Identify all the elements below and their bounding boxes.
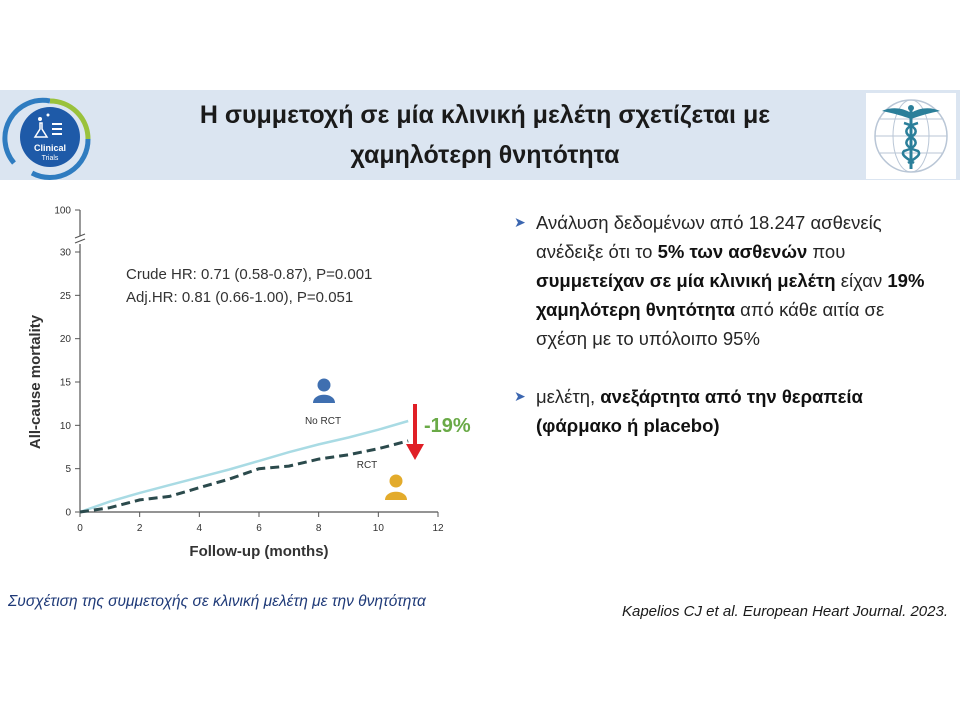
bullet-run: είχαν xyxy=(835,270,888,291)
crude-hr-annotation: Crude HR: 0.71 (0.58-0.87), P=0.001 xyxy=(126,266,373,283)
bullet-run: Ανάλυση δεδομένων από 18.247 ασθενείς ανέδειξε ότι το xyxy=(536,212,882,262)
y-tick-label: 30 xyxy=(59,247,71,259)
arrow-bullet-icon: ➤ xyxy=(514,388,526,404)
y-tick-label: 0 xyxy=(65,507,71,519)
bullet-item-1 xyxy=(514,208,934,353)
bullet-text-1 xyxy=(536,208,934,353)
y-tick-label: 20 xyxy=(59,334,71,346)
x-tick-label: 6 xyxy=(256,523,262,534)
slide-title xyxy=(110,95,860,175)
bullet-run: συμμετείχαν σε μία κλινική μελέτη xyxy=(536,270,836,291)
citation: Kapelios CJ et al. European Heart Journal. 2023. xyxy=(621,603,948,620)
y-tick-label: 100 xyxy=(54,205,71,217)
x-tick-label: 2 xyxy=(136,523,143,534)
chart-svg xyxy=(18,192,498,572)
x-tick-label: 12 xyxy=(432,523,444,534)
adj-hr-annotation: Adj.HR: 0.81 (0.66-1.00), P=0.051 xyxy=(126,289,354,306)
arrow-bullet-icon: ➤ xyxy=(514,214,526,230)
bullet-list xyxy=(514,208,934,469)
legend-label-rct: RCT xyxy=(356,460,378,471)
bullet-run: που xyxy=(807,241,846,262)
bullet-run: 19% χαμηλότερη θνητότητα xyxy=(536,270,925,320)
figure-caption: Συσχέτιση της συμμετοχής σε κλινική μελέτη με την θνητότητα xyxy=(8,593,426,610)
clinical-trials-logo xyxy=(2,93,98,181)
legend-label-no-rct: No RCT xyxy=(304,416,342,427)
reduction-label: -19% xyxy=(424,415,471,437)
x-tick-label: 8 xyxy=(315,523,322,534)
y-tick-label: 15 xyxy=(59,377,71,389)
y-tick-label: 25 xyxy=(59,290,71,302)
x-tick-label: 4 xyxy=(196,523,203,534)
y-tick-label: 10 xyxy=(59,420,71,432)
bullet-run: από κάθε αιτία σε σχέση με το υπόλοιπο 95% xyxy=(536,299,885,349)
logo-text-trials: Trials xyxy=(41,155,59,162)
slide-title-line1: Η συμμετοχή σε μία κλινική μελέτη σχετίζεται με xyxy=(199,101,771,129)
series-line-rct xyxy=(80,441,408,512)
y-tick-label: 5 xyxy=(65,464,71,476)
logo-text-clinical: Clinical xyxy=(33,143,67,153)
bullet-run: μελέτη, xyxy=(536,386,601,407)
no-rct-person-icon xyxy=(313,379,335,404)
bullet-run: ανεξάρτητα από την θεραπεία (φάρμακο ή placebo) xyxy=(536,386,863,436)
caduceus-icon xyxy=(866,93,956,179)
caduceus-logo xyxy=(866,93,956,179)
mortality-chart xyxy=(18,192,498,572)
rct-person-icon xyxy=(385,475,407,501)
x-tick-label: 0 xyxy=(77,523,83,534)
x-axis-label: Follow-up (months) xyxy=(189,543,329,560)
reduction-arrow xyxy=(406,404,424,460)
y-axis-label: All-cause mortality xyxy=(27,314,44,450)
slide-title-line2: χαμηλότερη θνητότητα xyxy=(350,141,620,169)
bullet-text-2 xyxy=(536,382,934,440)
x-tick-label: 10 xyxy=(372,523,384,534)
bullet-run: 5% των ασθενών xyxy=(657,241,808,262)
chart-axes xyxy=(27,210,438,560)
chart-ticks xyxy=(54,206,444,535)
bullet-item-2 xyxy=(514,382,934,440)
